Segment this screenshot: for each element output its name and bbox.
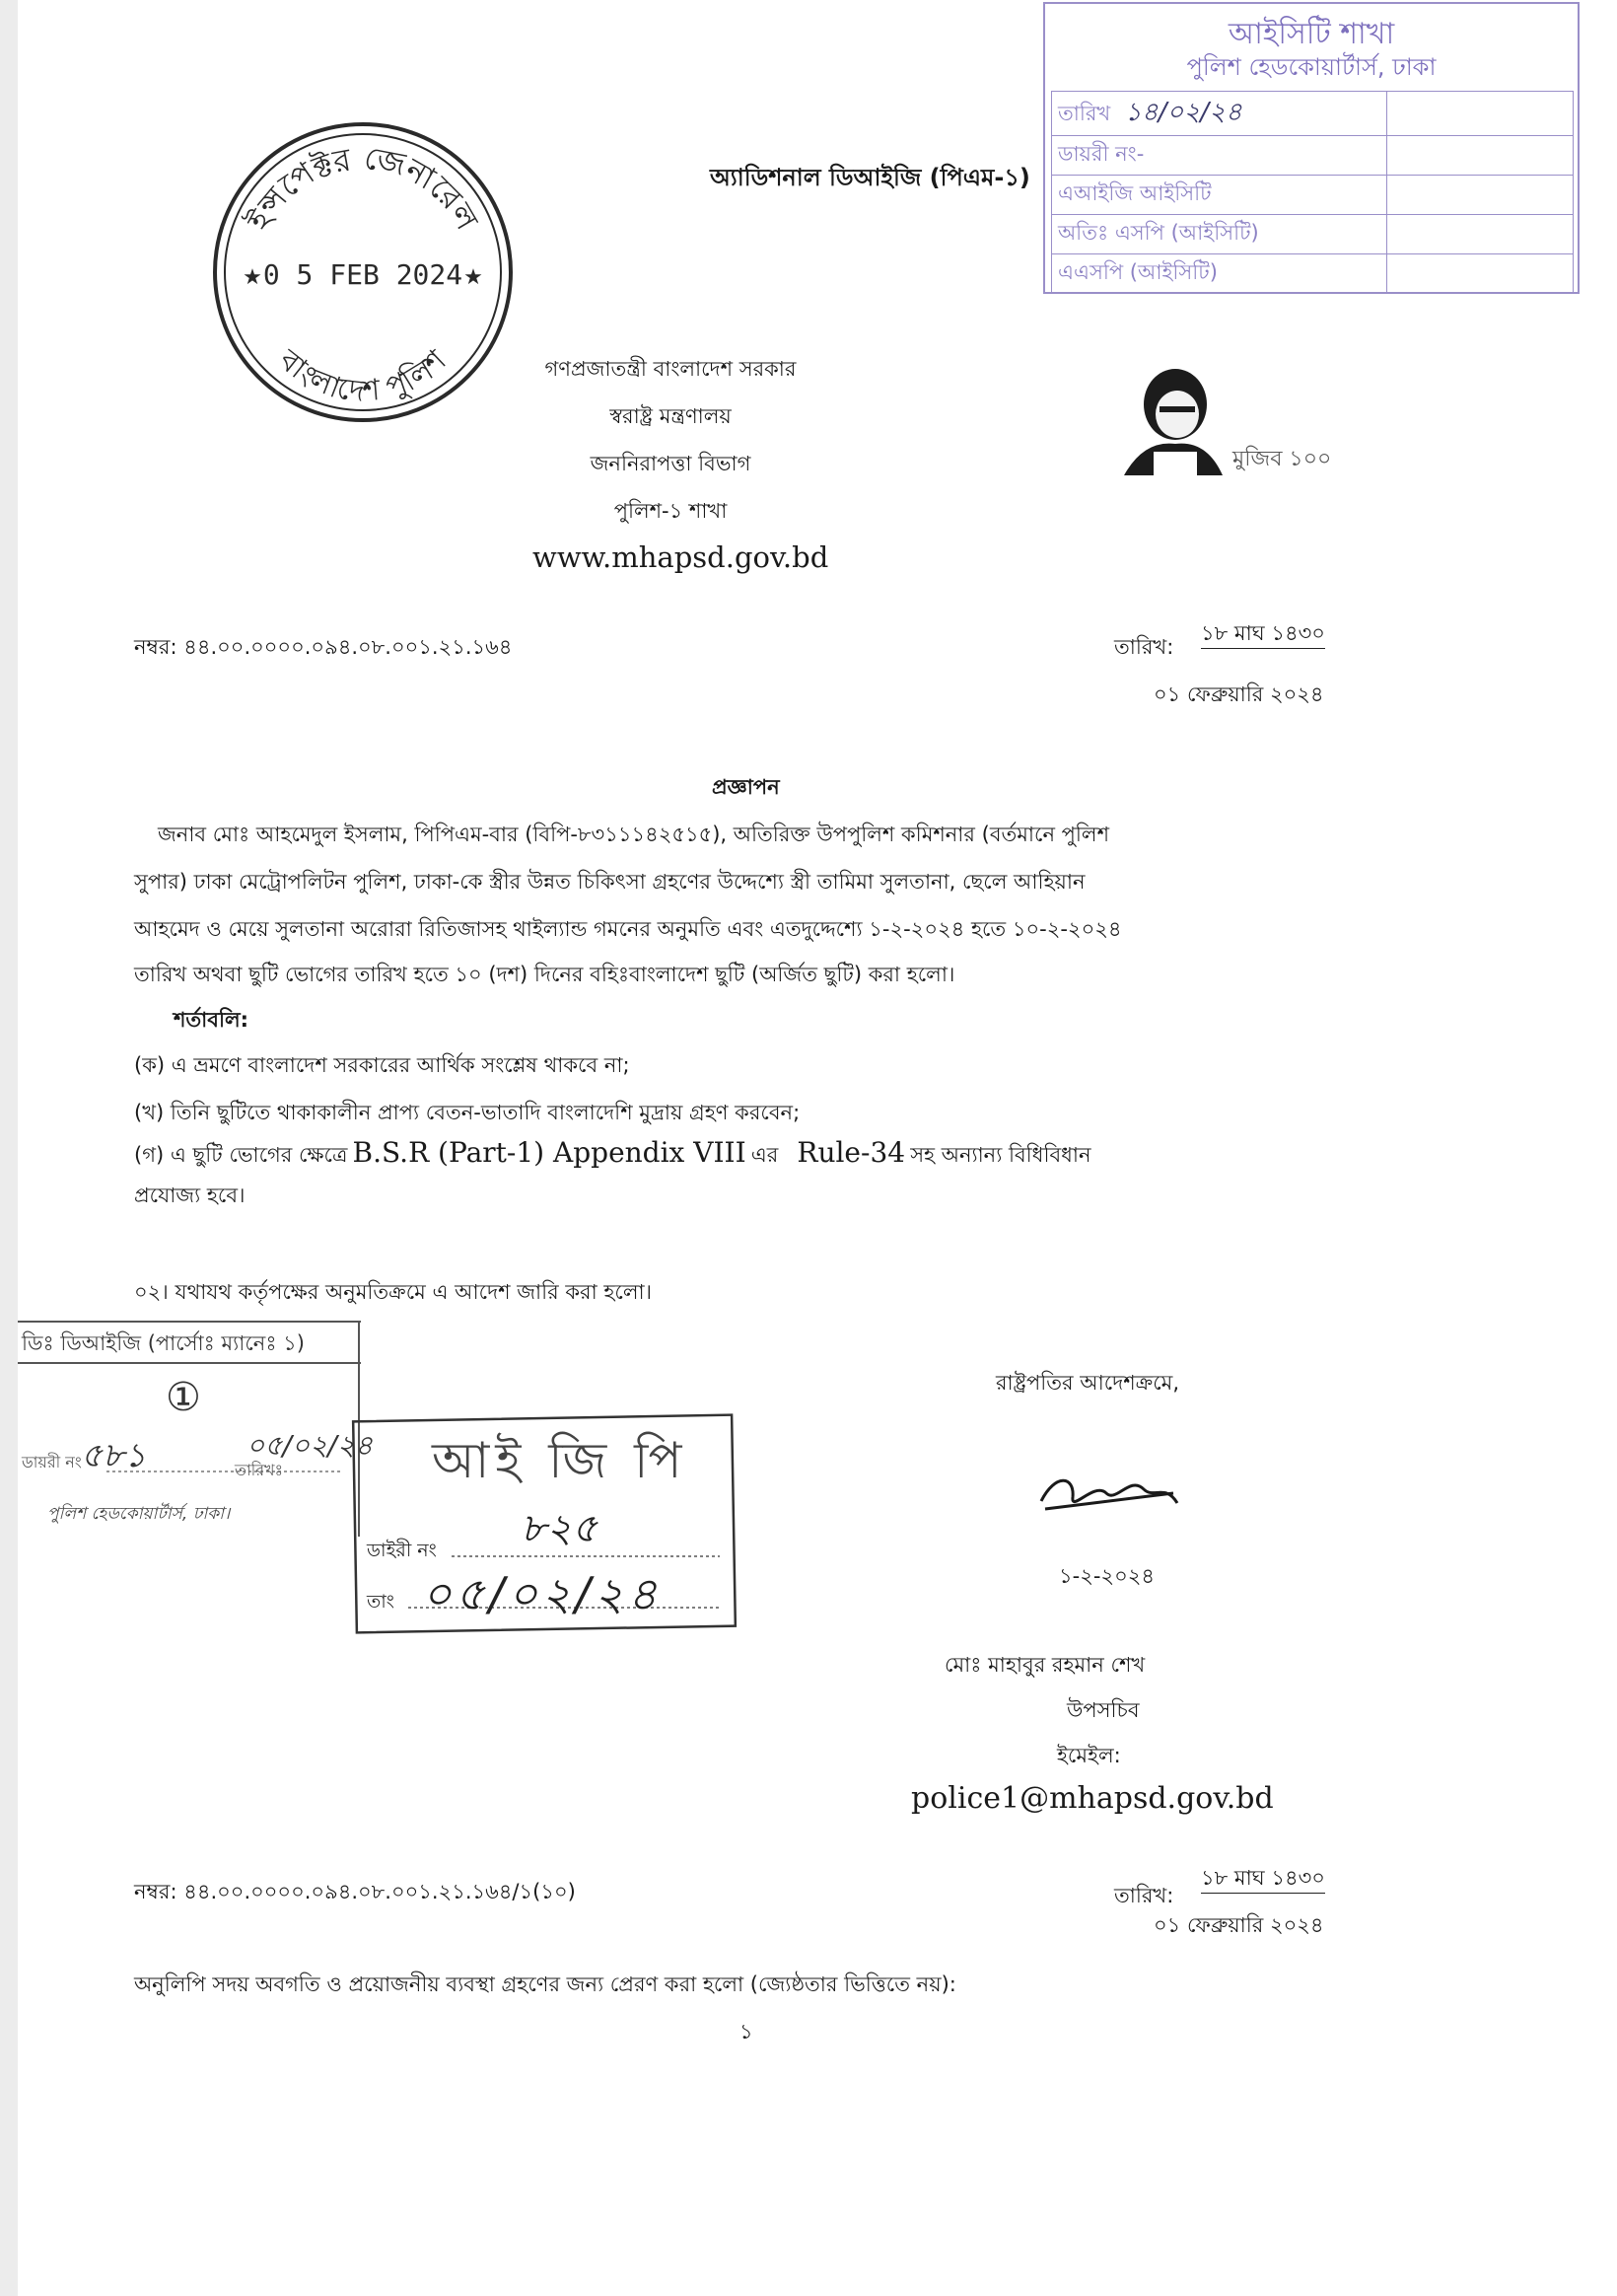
mujib-100-logo [1114,357,1332,477]
copy-distribution-note: অনুলিপি সদয় অবগতি ও প্রয়োজনীয় ব্যবস্থা গ্রহণের জন্য প্রেরণ করা হলো (জ্যেষ্ঠতার ভিত্তিতে নয়): [134,1973,956,1996]
condition-ga-er: এর [750,1143,779,1167]
condition-ga-suffix: সহ অন্যান্য বিধিবিধান [910,1143,1091,1167]
condition-ga-rule: Rule-34 [797,1136,906,1169]
email-label: ইমেইল: [1057,1744,1121,1767]
seal-bottom-text: বাংলাদেশ পুলিশ [272,342,454,409]
copy-memo-number: নম্বর: ৪৪.০০.০০০০.০৯৪.০৮.০০১.২১.১৬৪/১(১০) [134,1880,576,1903]
signatory-email[interactable]: police1@mhapsd.gov.bd [911,1781,1274,1816]
header-ministry: স্বরাষ্ট্র মন্ত্রণালয় [609,404,732,428]
diary-stamp-left-date: ০৫/০২/২৪ [246,1429,374,1462]
memo-date-english: ০১ ফেব্রুয়ারি ২০২৪ [1154,682,1324,706]
copy-memo-date-english: ০১ ফেব্রুয়ারি ২০২৪ [1154,1913,1324,1937]
header-govt: গণপ্রজাতন্ত্রী বাংলাদেশ সরকার [544,357,797,381]
signature-scribble [1035,1464,1183,1523]
diary-stamp-left-mark: ① [166,1375,201,1420]
ict-stamp-subtitle: পুলিশ হেডকোয়ার্টার্স, ঢাকা [1186,53,1437,81]
conditions-heading: শর্তাবলি: [174,1008,249,1032]
condition-ga-bsr: B.S.R (Part-1) Appendix VIII [352,1136,746,1169]
ict-stamp-title: আইসিটি শাখা [1228,17,1395,51]
condition-ka: (ক) এ ভ্রমণে বাংলাদেশ সরকারের আর্থিক সংশ্লেষ থাকবে না; [134,1053,630,1077]
signatory-name: মোঃ মাহাবুর রহমান শেখ [945,1653,1146,1677]
signature-date: ১-২-২০২৪ [1059,1564,1156,1588]
condition-kha: (খ) তিনি ছুটিতে থাকাকালীন প্রাপ্য বেতন-ভাতাদি বাংলাদেশি মুদ্রায় গ্রহণ করবেন; [134,1101,801,1124]
seal-star-right-icon: ★ [463,265,483,290]
paragraph-two: ০২। যথাযথ কর্তৃপক্ষের অনুমতিক্রমে এ আদেশ জারি করা হলো। [134,1280,653,1304]
page-number: ১ [739,2020,753,2044]
handwritten-signature [1035,1464,1183,1523]
igp-stamp-date: ০৫/০২/২৪ [422,1567,662,1620]
igp-stamp [353,1416,736,1631]
body-line-3: আহমেদ ও মেয়ে সুলতানা অরোরা রিতিজাসহ থাইল্যান্ড গমনের অনুমতি এবং এতদুদ্দেশ্যে ১-২-২০২৪ হতে ১০-২-২০২৪ [134,917,1122,941]
seal-top-text: ইন্সপেক্টর জেনারেল [239,138,486,237]
ict-row-addl-sp: অতিঃ এসপি (আইসিটি) [1052,215,1387,254]
portrait-logo-graphic [1114,357,1332,477]
header-website: www.mhapsd.gov.bd [532,540,829,574]
memo-date-bangla: ১৮ মাঘ ১৪৩০ [1201,621,1325,649]
condition-ga-line2: প্রযোজ্য হবে। [134,1184,246,1207]
igp-stamp-title: আই জি পি [432,1432,688,1489]
by-order-of-president: রাষ্ট্রপতির আদেশক্রমে, [996,1371,1179,1395]
ict-row-aig: এআইজি আইসিটি [1052,176,1387,215]
diary-stamp-left-footer: পুলিশ হেডকোয়ার্টার্স, ঢাকা। [47,1504,231,1524]
memo-number: নম্বর: ৪৪.০০.০০০০.০৯৪.০৮.০০১.২১.১৬৪ [134,635,513,659]
signatory-designation: উপসচিব [1067,1698,1140,1722]
memo-date-label: তারিখ: [1114,635,1174,659]
header-branch: পুলিশ-১ শাখা [613,499,728,523]
igp-stamp-date-label: তাং [367,1591,394,1613]
copy-memo-date-label: তারিখ: [1114,1884,1174,1907]
ict-row-date: তারিখ ১৪/০২/২৪ [1052,92,1387,136]
condition-ga-prefix: (গ) এ ছুটি ভোগের ক্ষেত্রে [134,1143,348,1167]
diary-stamp-left-label: ডায়রী নং [22,1453,82,1471]
diary-stamp-left-title: ডিঃ ডিআইজি (পার্সোঃ ম্যানেঃ ১) [22,1331,306,1355]
ict-branch-stamp [1043,2,1580,294]
inspector-general-seal [209,118,517,426]
seal-date: 0 5 FEB 2024 [262,258,463,291]
notice-title: প্রজ্ঞাপন [712,775,780,799]
addressee-note: অ্যাডিশনাল ডিআইজি (পিএম-১) [710,164,1030,191]
ict-row-asp: এএসপি (আইসিটি) [1052,254,1387,294]
seal-star-left-icon: ★ [243,265,262,290]
diary-stamp-left-number: ৫৮১ [81,1436,147,1475]
ict-handwritten-date: ১৪/০২/২৪ [1124,98,1242,127]
scan-edge [0,0,18,2296]
diary-stamp-left-date-label: তারিখঃ [235,1461,284,1479]
svg-text:বাংলাদেশ পুলিশ [271,342,454,409]
igp-stamp-diary-label: ডাইরী নং [367,1540,437,1561]
igp-stamp-number: ৮২৫ [521,1506,598,1551]
body-line-4: তারিখ অথবা ছুটি ভোগের তারিখ হতে ১০ (দশ) দিনের বহিঃবাংলাদেশ ছুটি (অর্জিত ছুটি) করা হলো। [134,963,955,986]
diary-stamp-left [18,1322,374,1537]
mujib-logo-text: মুজিব ১০০ [1232,447,1332,471]
seal-graphic [209,118,517,426]
copy-memo-date-bangla: ১৮ মাঘ ১৪৩০ [1201,1866,1325,1894]
condition-ga [134,1136,1091,1169]
body-line-1: জনাব মোঃ আহমেদুল ইসলাম, পিপিএম-বার (বিপি-৮৩১১১৪২৫১৫), অতিরিক্ত উপপুলিশ কমিশনার (বর্তমানে পুলিশ [158,823,1109,846]
ict-stamp-table [1051,91,1574,294]
header-division: জননিরাপত্তা বিভাগ [590,452,751,475]
ict-row-diary: ডায়রী নং- [1052,136,1387,176]
body-line-2: সুপার) ঢাকা মেট্রোপলিটন পুলিশ, ঢাকা-কে স্ত্রীর উন্নত চিকিৎসা গ্রহণের উদ্দেশ্যে স্ত্রী তামিমা সুলতানা, ছেলে আহিয়ান [134,870,1086,894]
